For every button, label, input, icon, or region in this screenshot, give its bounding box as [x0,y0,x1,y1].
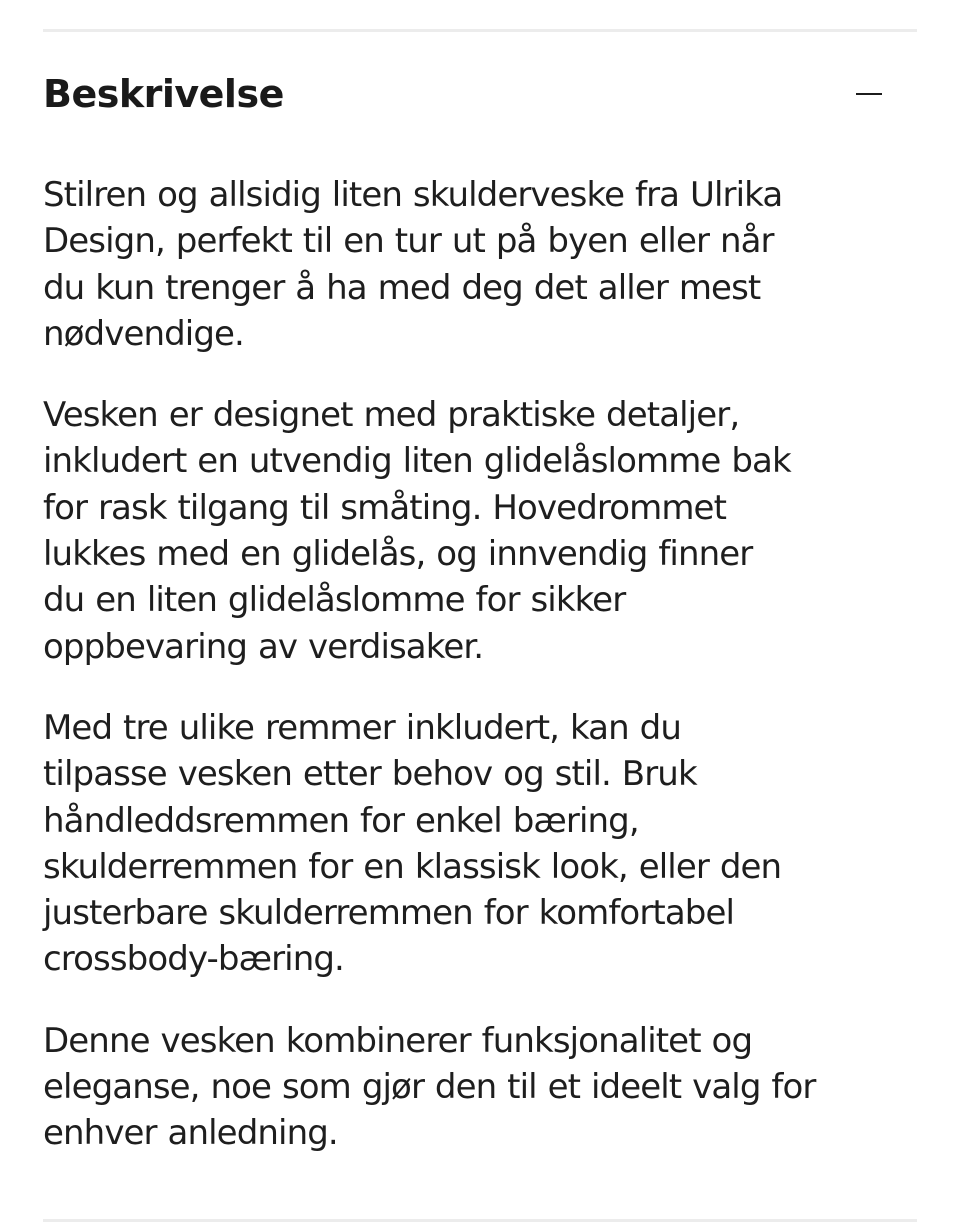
minus-icon[interactable] [856,81,882,107]
product-description [43,172,923,1192]
description-paragraph: Stilren og allsidig liten skulderveske fra Ulrika Design, perfekt til en tur ut på byen eller når du kun trenger å ha med deg det aller mest nødvendige. [43,175,783,354]
accordion-title: Beskrivelse [43,72,284,116]
bottom-divider [43,1219,917,1222]
top-divider [43,29,917,32]
description-paragraph: Denne vesken kombinerer funksjonalitet og eleganse, noe som gjør den til et ideelt valg for enhver anledning. [43,1020,816,1154]
accordion-header-description[interactable] [43,60,917,128]
description-paragraph: Vesken er designet med praktiske detaljer, inkludert en utvendig liten glidelåslomme bak for rask tilgang til småting. Hovedrommet lukkes med en glidelås, og innvendig finner du en liten glidelåslomme for sikker oppbevaring av verdisaker. [43,395,791,667]
description-paragraph: Med tre ulike remmer inkludert, kan du tilpasse vesken etter behov og stil. Bruk håndleddsremmen for enkel bæring, skulderremmen for en klassisk look, eller den justerbare skulderremmen for komfortabel crossbody-bæring. [43,707,782,980]
